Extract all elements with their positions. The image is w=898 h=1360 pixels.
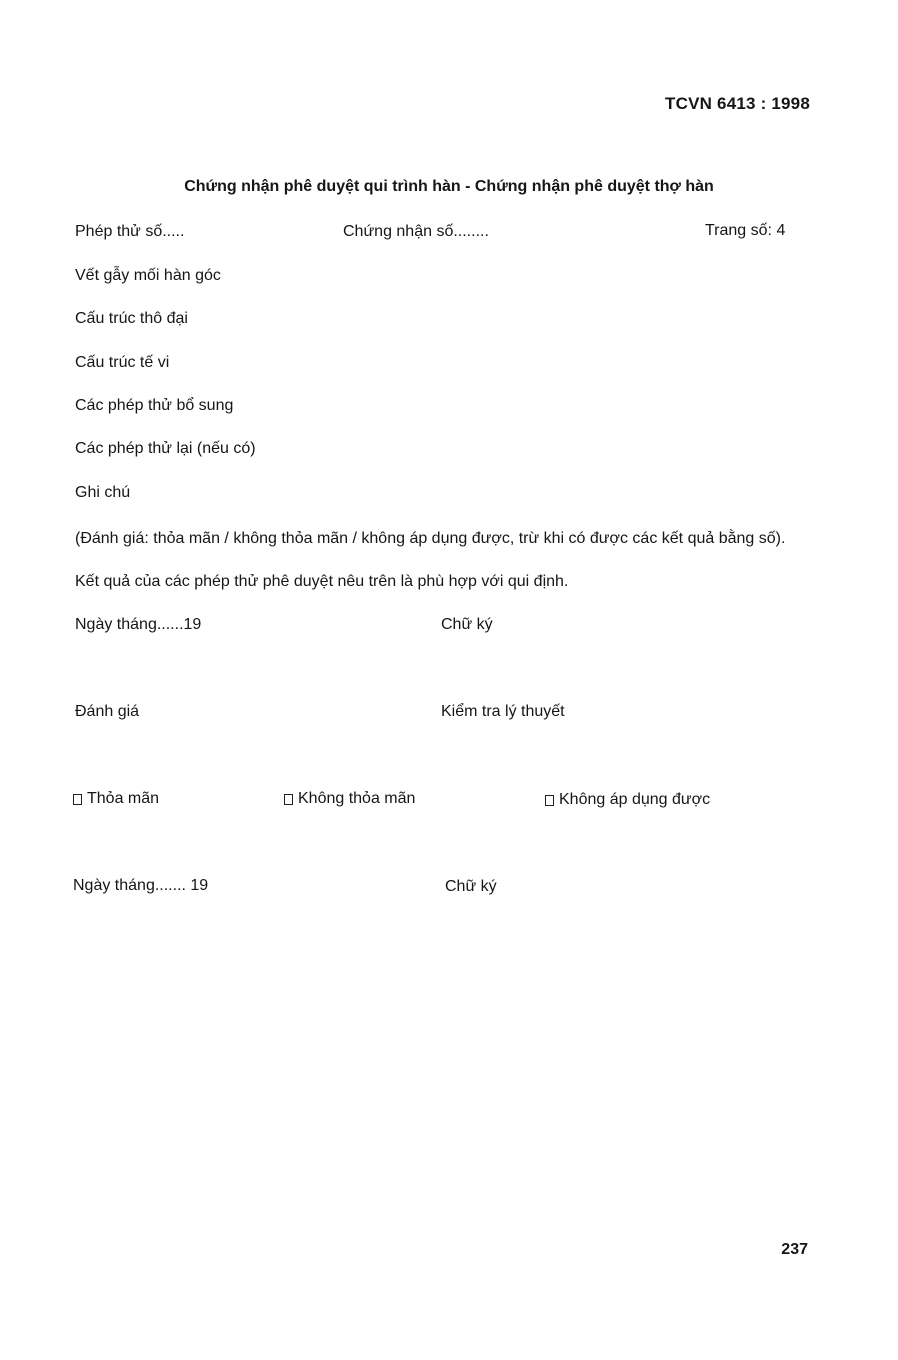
checkbox-icon[interactable] bbox=[545, 795, 554, 806]
signature-field-1: Chữ ký bbox=[441, 616, 493, 633]
option-satisfied-label: Thỏa mãn bbox=[87, 790, 160, 807]
option-not-applicable[interactable] bbox=[545, 790, 710, 810]
test-item-macro-structure: Cấu trúc thô đại bbox=[75, 310, 188, 327]
signature-field-2: Chữ ký bbox=[445, 878, 497, 895]
evaluation-note: (Đánh giá: thỏa mãn / không thỏa mãn / không áp dụng được, trừ khi có được các kết quả bằng số). bbox=[75, 530, 786, 547]
checkbox-icon[interactable] bbox=[73, 794, 82, 805]
date-field-2: Ngày tháng....... 19 bbox=[73, 877, 209, 894]
standard-code: TCVN 6413 : 1998 bbox=[665, 94, 810, 113]
test-item-retests: Các phép thử lại (nếu có) bbox=[75, 440, 256, 457]
assessment-label: Đánh giá bbox=[75, 703, 140, 720]
theory-test-label: Kiểm tra lý thuyết bbox=[441, 703, 565, 720]
option-satisfied[interactable] bbox=[73, 789, 159, 809]
option-not-applicable-label: Không áp dụng được bbox=[559, 791, 711, 808]
option-not-satisfied[interactable] bbox=[284, 789, 415, 809]
date-field-1: Ngày tháng......19 bbox=[75, 616, 202, 633]
conclusion-statement: Kết quả của các phép thử phê duyệt nêu trên là phù hợp với qui định. bbox=[75, 573, 569, 590]
certificate-number-field: Chứng nhận số........ bbox=[343, 223, 489, 240]
document-title: Chứng nhận phê duyệt qui trình hàn - Chứng nhận phê duyệt thợ hàn bbox=[184, 178, 714, 195]
test-item-micro-structure: Cấu trúc tế vi bbox=[75, 354, 170, 371]
page-number: 237 bbox=[781, 1241, 808, 1258]
test-number-field: Phép thử số..... bbox=[75, 223, 185, 240]
test-item-fillet-fracture: Vết gẫy mối hàn góc bbox=[75, 267, 221, 284]
page-number-field: Trang số: 4 bbox=[705, 222, 786, 239]
option-not-satisfied-label: Không thỏa mãn bbox=[298, 790, 416, 807]
checkbox-icon[interactable] bbox=[284, 794, 293, 805]
test-item-notes: Ghi chú bbox=[75, 484, 131, 501]
test-item-additional-tests: Các phép thử bổ sung bbox=[75, 397, 234, 414]
